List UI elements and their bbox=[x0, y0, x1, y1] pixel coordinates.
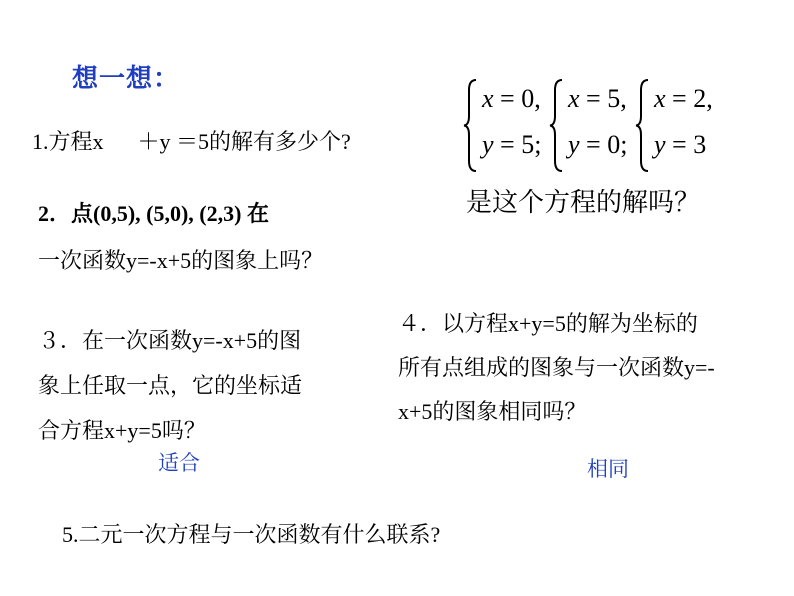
system-3-y-equation: y = 3 bbox=[654, 130, 707, 159]
question-4-line3: x+5的图象相同吗？ bbox=[398, 399, 587, 424]
question-3-line3: 合方程x+y=5吗？ bbox=[38, 418, 206, 443]
question-4-line2: 所有点组成的图象与一次函数y=- bbox=[398, 355, 715, 380]
left-brace-icon bbox=[548, 78, 564, 173]
system-1-x-equation: x = 0, bbox=[482, 84, 541, 113]
question-2-line1: 2．点(0,5), (5,0), (2,3) 在 bbox=[38, 201, 269, 226]
left-brace-icon bbox=[634, 78, 650, 173]
question-4 bbox=[398, 302, 715, 434]
question-1-part1: 1.方程x bbox=[32, 129, 104, 154]
question-4-answer: 相同 bbox=[587, 457, 629, 481]
question-3-answer: 适合 bbox=[158, 451, 200, 475]
system-2-y-equation: y = 0; bbox=[568, 130, 628, 159]
question-3-line1: ３．在一次函数y=-x+5的图 bbox=[38, 328, 302, 353]
system-2-x-equation: x = 5, bbox=[568, 84, 627, 113]
equation-system-2 bbox=[548, 78, 648, 173]
question-1-part2: ＋y ＝5的解有多少个? bbox=[137, 129, 351, 154]
page-heading: 想一想： bbox=[72, 64, 181, 94]
question-5: 5.二元一次方程与一次函数有什么联系? bbox=[62, 522, 441, 547]
question-systems: 是这个方程的解吗？ bbox=[466, 188, 701, 218]
question-1 bbox=[32, 125, 351, 156]
question-4-line1: ４．以方程x+y=5的解为坐标的 bbox=[398, 311, 698, 336]
system-3-x-equation: x = 2, bbox=[654, 84, 713, 113]
question-3 bbox=[38, 318, 302, 453]
equation-system-3 bbox=[634, 78, 744, 173]
left-brace-icon bbox=[462, 78, 478, 173]
question-2-line2: 一次函数y=-x+5的图象上吗？ bbox=[38, 248, 324, 273]
equation-system-1 bbox=[462, 78, 562, 173]
system-1-y-equation: y = 5; bbox=[482, 130, 542, 159]
question-3-line2: 象上任取一点，它的坐标适 bbox=[38, 373, 303, 398]
